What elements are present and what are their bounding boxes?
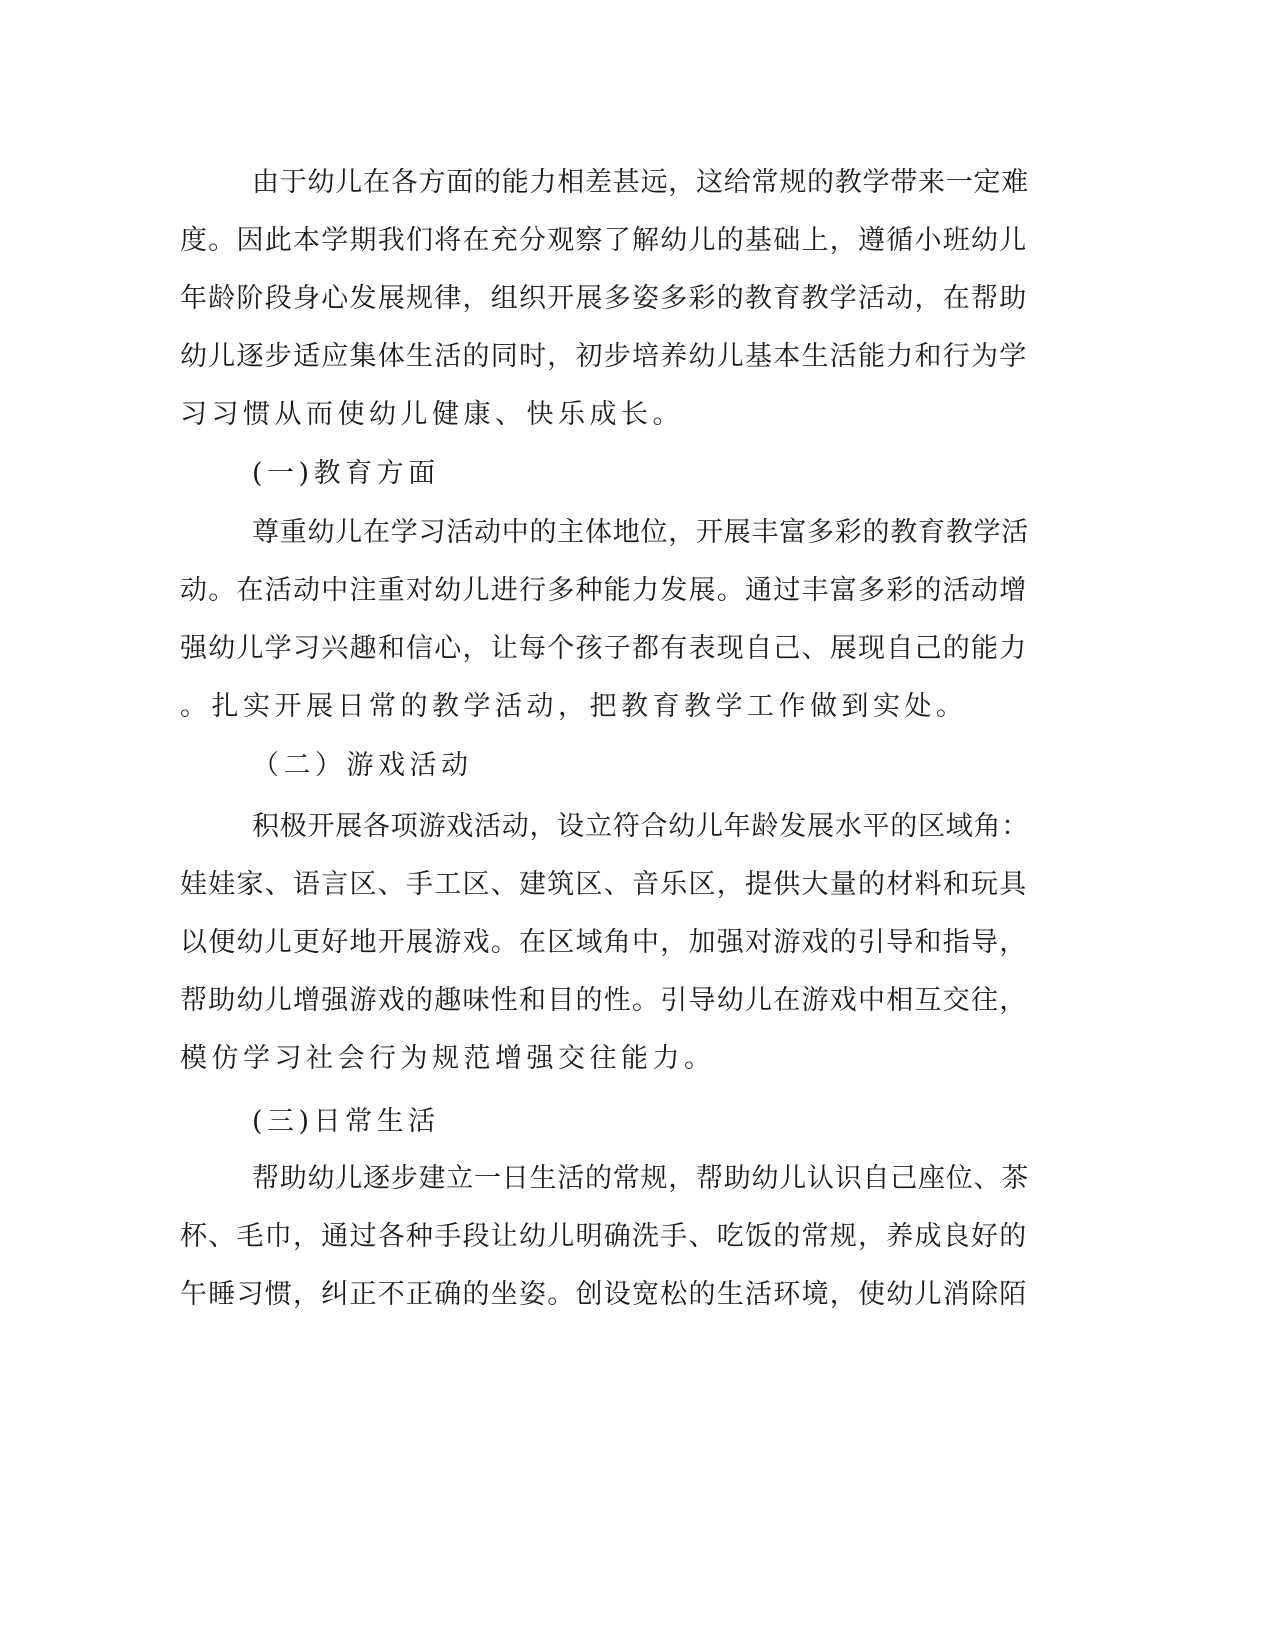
paragraph-4-line-2: 杯、毛巾，通过各种手段让幼儿明确洗手、吃饭的常规，养成良好的 [180, 1221, 1028, 1252]
paragraph-1-line-2: 度。因此本学期我们将在充分观察了解幼儿的基础上，遵循小班幼儿 [180, 225, 1028, 256]
section-heading-education: (一)教育方面 [252, 458, 440, 489]
paragraph-2-line-2: 动。在活动中注重对幼儿进行多种能力发展。通过丰富多彩的活动增 [180, 575, 1028, 606]
paragraph-3-line-2: 娃娃家、语言区、手工区、建筑区、音乐区，提供大量的材料和玩具 [180, 869, 1028, 900]
section-heading-games: （二）游戏活动 [252, 750, 473, 781]
paragraph-3-line-3: 以便幼儿更好地开展游戏。在区域角中，加强对游戏的引导和指导， [180, 927, 1028, 958]
paragraph-4-line-3: 午睡习惯，纠正不正确的坐姿。创设宽松的生活环境，使幼儿消除陌 [180, 1279, 1028, 1310]
paragraph-2-line-3: 强幼儿学习兴趣和信心，让每个孩子都有表现自己、展现自己的能力 [180, 633, 1028, 664]
paragraph-1-line-1: 由于幼儿在各方面的能力相差甚远，这给常规的教学带来一定难 [252, 167, 1029, 198]
paragraph-3-line-5: 模仿学习社会行为规范增强交往能力。 [180, 1043, 716, 1074]
paragraph-2-line-1: 尊重幼儿在学习活动中的主体地位，开展丰富多彩的教育教学活 [252, 517, 1029, 548]
paragraph-1-line-5: 习习惯从而使幼儿健康、快乐成长。 [180, 399, 684, 430]
paragraph-2-line-4: 。扎实开展日常的教学活动，把教育教学工作做到实处。 [180, 691, 968, 722]
paragraph-3-line-4: 帮助幼儿增强游戏的趣味性和目的性。引导幼儿在游戏中相互交往， [180, 985, 1028, 1016]
paragraph-1-line-3: 年龄阶段身心发展规律，组织开展多姿多彩的教育教学活动，在帮助 [180, 283, 1028, 314]
paragraph-1-line-4: 幼儿逐步适应集体生活的同时，初步培养幼儿基本生活能力和行为学 [180, 341, 1028, 372]
paragraph-3-line-1: 积极开展各项游戏活动，设立符合幼儿年龄发展水平的区域角： [252, 811, 1029, 842]
section-heading-daily-life: (三)日常生活 [252, 1106, 440, 1137]
paragraph-4-line-1: 帮助幼儿逐步建立一日生活的常规，帮助幼儿认识自己座位、茶 [252, 1163, 1029, 1194]
